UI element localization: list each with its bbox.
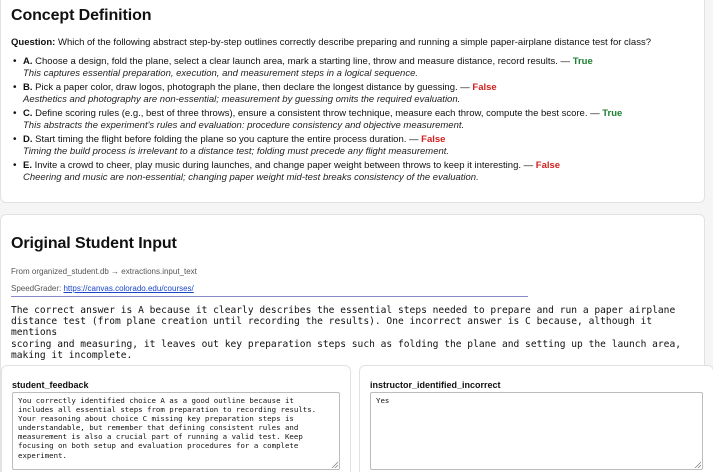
student-feedback-value: You correctly identified choice A as a good outline because it includes all essential steps from preparation to recording results. Your reasoning about choice C missing key preparation steps is understandable, but remember that defining consistent rules and measurement is also a crucial part of running a valid test. Keep focusing on both setup and evaluation procedures for a complete experiment. xyxy=(18,396,317,460)
option-text: Start timing the flight before folding the plane so you capture the entire process duration. — xyxy=(32,134,422,145)
speedgrader-divider xyxy=(11,296,528,297)
speedgrader-label: SpeedGrader: xyxy=(11,284,64,293)
option-text: Pick a paper color, draw logos, photograph the plane, then declare the longest distance by guessing. — xyxy=(32,82,473,93)
option-letter: C. xyxy=(23,108,33,119)
student-feedback-panel xyxy=(1,365,351,472)
question-text: Which of the following abstract step-by-step outlines correctly describe preparing and running a simple paper-airplane distance test for class? xyxy=(55,37,651,48)
question xyxy=(11,37,694,49)
option-text: Define scoring rules (e.g., best of three throws), ensure a consistent throw technique, measure each throw, compute the best score. — xyxy=(32,108,603,119)
option-letter: D. xyxy=(23,134,33,145)
option-letter: E. xyxy=(23,160,32,171)
option-explanation: This captures essential preparation, execution, and measurement steps in a logical sequence. xyxy=(23,67,419,79)
instructor-incorrect-panel xyxy=(359,365,713,472)
verdict-badge: True xyxy=(572,56,593,67)
option-letter: B. xyxy=(23,82,33,93)
option-explanation: Cheering and music are non-essential; changing paper weight mid-test breaks consistency of the evaluation. xyxy=(23,171,479,183)
fields-row xyxy=(1,365,713,472)
option-a xyxy=(11,56,694,79)
instructor-incorrect-textarea[interactable] xyxy=(370,392,703,470)
options-list xyxy=(11,56,694,183)
option-explanation: Aesthetics and photography are non-essential; measurement by guessing omits the required evaluation. xyxy=(23,93,461,105)
student-input-title: Original Student Input xyxy=(11,235,177,252)
verdict-badge: False xyxy=(472,82,497,93)
option-text: Invite a crowd to cheer, play music during launches, and change paper weight between throws to keep it interesting. — xyxy=(31,160,536,171)
concept-definition-card xyxy=(0,0,705,203)
option-e xyxy=(11,160,694,183)
option-letter: A. xyxy=(23,56,33,67)
option-explanation: Timing the build process is irrelevant to a distance test; folding must precede any flight measurement. xyxy=(23,145,450,157)
student-feedback-label: student_feedback xyxy=(12,380,89,390)
verdict-badge: False xyxy=(535,160,561,171)
instructor-incorrect-value: Yes xyxy=(376,396,390,405)
option-d xyxy=(11,134,694,157)
verdict-badge: True xyxy=(602,108,623,119)
speedgrader-line xyxy=(11,284,694,293)
option-c xyxy=(11,108,694,131)
verdict-badge: False xyxy=(421,134,446,145)
option-b xyxy=(11,82,694,105)
speedgrader-link[interactable]: https://canvas.colorado.edu/courses/ xyxy=(63,284,194,293)
source-path: From organized_student.db → extractions.input_text xyxy=(11,267,197,276)
concept-title: Concept Definition xyxy=(11,7,152,24)
student-input-card xyxy=(0,214,705,472)
option-text: Choose a design, fold the plane, select a clear launch area, mark a starting line, throw and measure distance, record results. — xyxy=(32,56,573,67)
student-feedback-textarea[interactable] xyxy=(12,392,340,470)
resize-grip-icon[interactable] xyxy=(331,461,338,468)
option-explanation: This abstracts the experiment's rules and evaluation: procedure consistency and objective measurement. xyxy=(23,119,465,131)
resize-grip-icon[interactable] xyxy=(694,461,701,468)
question-label: Question: xyxy=(11,37,56,48)
student-answer-text: The correct answer is A because it clearly describes the essential steps needed to prepare and run a paper airplane distance test (from plane creation until recording the results). One incorrect answer is C because, although it mentions scoring and measuring, it leaves out key preparation steps such as folding the plane and setting up the launch area, making it incomplete. xyxy=(11,305,682,361)
instructor-incorrect-label: instructor_identified_incorrect xyxy=(370,380,501,390)
